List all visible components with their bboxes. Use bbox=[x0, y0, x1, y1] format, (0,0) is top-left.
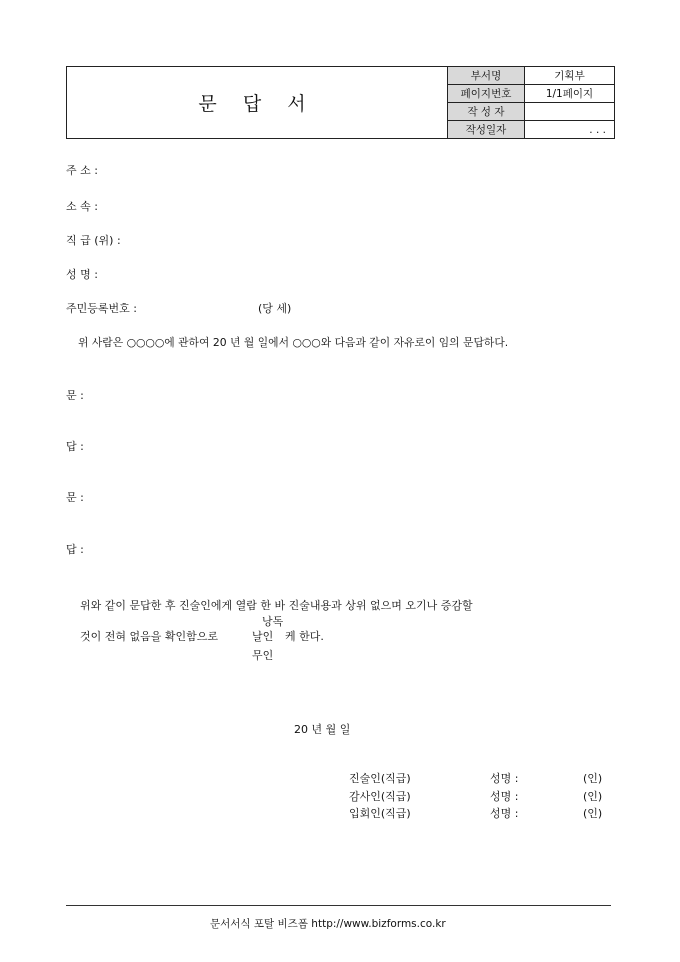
footer-divider bbox=[66, 905, 611, 906]
signature-name-auditor: 성명 : bbox=[490, 790, 519, 803]
signature-name-statement: 성명 : bbox=[490, 772, 519, 785]
answer-1: 답 : bbox=[66, 440, 84, 453]
header-label-page: 페이지번호 bbox=[448, 85, 525, 103]
document-date: 20 년 월 일 bbox=[294, 723, 351, 736]
statement-text: 위 사람은 ○○○○에 관하여 20 년 월 일에서 ○○○와 다음과 같이 자유로이 임의 문답하다. bbox=[78, 336, 509, 349]
field-name: 성 명 : bbox=[66, 268, 98, 281]
document-title: 문 답 서 bbox=[67, 67, 448, 139]
signature-role-witness: 입회인(직급) bbox=[349, 807, 411, 820]
confirmation-thumb: 무인 bbox=[252, 649, 274, 662]
signature-seal-witness: (인) bbox=[583, 807, 603, 820]
confirmation-line-1: 위와 같이 문답한 후 진술인에게 열람 한 바 진술내용과 상위 없으며 오기나 증감할 bbox=[80, 599, 473, 612]
question-1: 문 : bbox=[66, 389, 84, 402]
signature-seal-statement: (인) bbox=[583, 772, 603, 785]
confirmation-seal: 날인 bbox=[252, 630, 274, 643]
field-age: (당 세) bbox=[258, 302, 292, 315]
footer-text[interactable]: 문서서식 포탈 비즈폼 http://www.bizforms.co.kr bbox=[210, 918, 446, 930]
header-label-department: 부서명 bbox=[448, 67, 525, 85]
confirmation-line-2-end: 케 한다. bbox=[285, 630, 324, 643]
confirmation-line-2: 것이 전혀 없음을 확인함으로 bbox=[80, 630, 219, 643]
header-label-author: 작 성 자 bbox=[448, 103, 525, 121]
signature-seal-auditor: (인) bbox=[583, 790, 603, 803]
header-value-author bbox=[525, 103, 615, 121]
field-affiliation: 소 속 : bbox=[66, 200, 98, 213]
field-address: 주 소 : bbox=[66, 164, 98, 177]
header-label-date: 작성일자 bbox=[448, 121, 525, 139]
question-2: 문 : bbox=[66, 491, 84, 504]
field-rank: 직 급 (위) : bbox=[66, 234, 121, 247]
header-value-date: . . . bbox=[525, 121, 615, 139]
signature-role-statement: 진술인(직급) bbox=[349, 772, 411, 785]
header-value-department: 기획부 bbox=[525, 67, 615, 85]
confirmation-read-aloud: 낭독 bbox=[262, 615, 284, 628]
field-resident-number: 주민등록번호 : bbox=[66, 302, 137, 315]
signature-name-witness: 성명 : bbox=[490, 807, 519, 820]
signature-role-auditor: 감사인(직급) bbox=[349, 790, 411, 803]
header-value-page: 1/1페이지 bbox=[525, 85, 615, 103]
answer-2: 답 : bbox=[66, 543, 84, 556]
document-header-table bbox=[66, 66, 615, 139]
